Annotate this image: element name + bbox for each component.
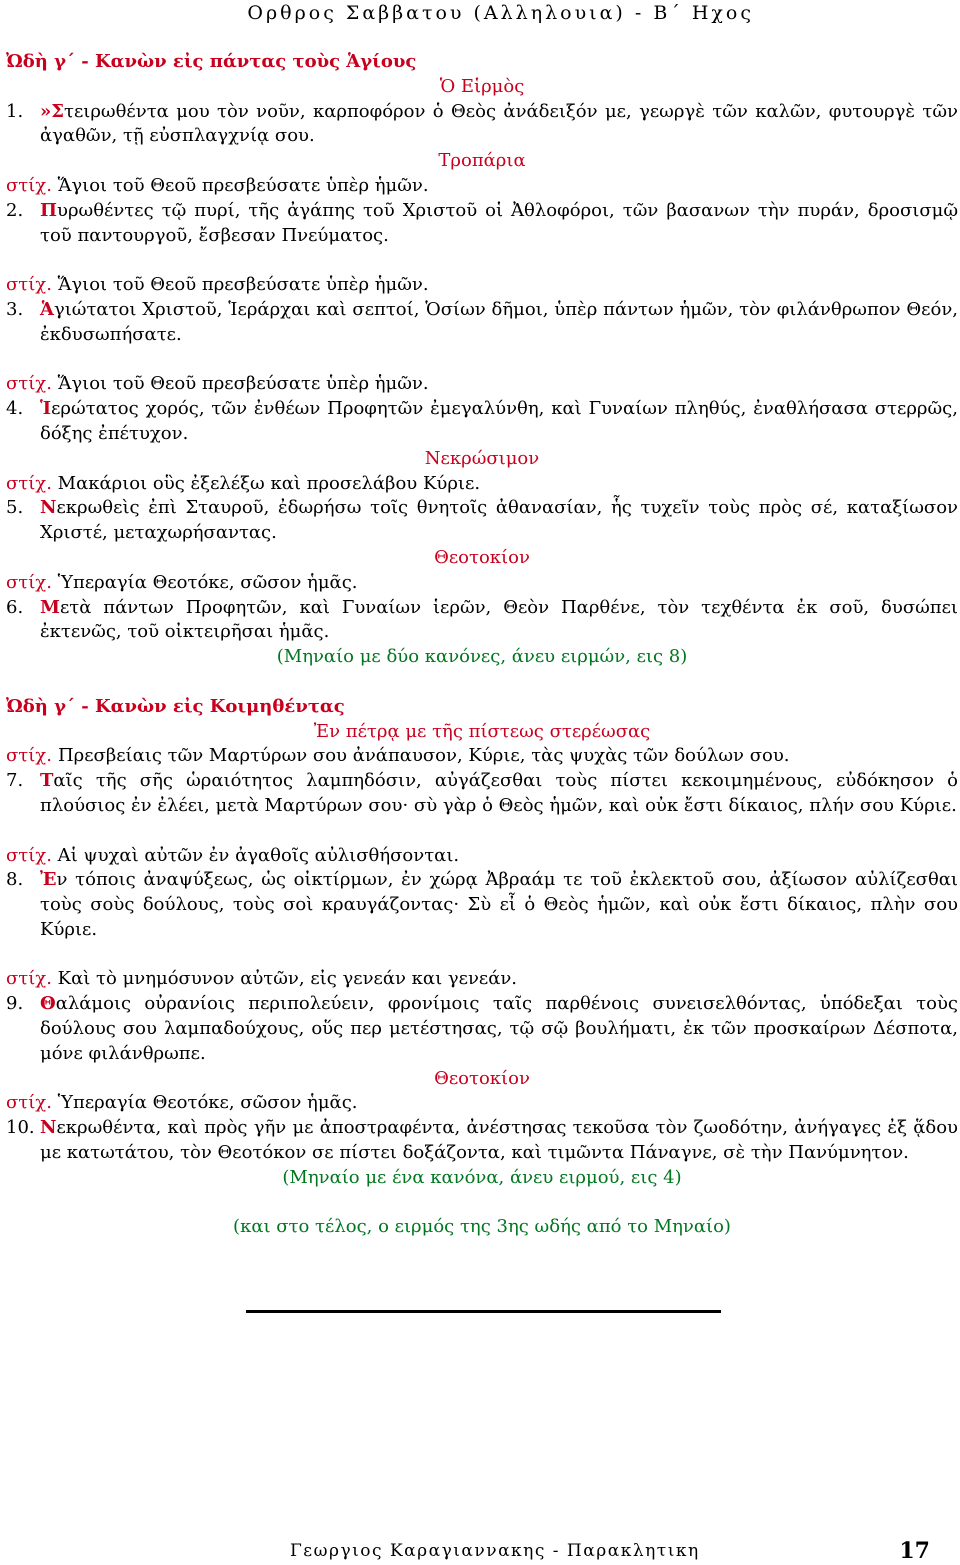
stich-text: Ἅγιοι τοῦ Θεοῦ πρεσβεύσατε ὑπὲρ ἡμῶν. xyxy=(57,274,429,296)
stich-text: Καὶ τὸ μνημόσυνον αὐτῶν, εἰς γενεάν και γενεάν. xyxy=(57,968,518,990)
troparion-body: ν τόποις ἀναψύξεως, ὡς οἰκτίρμων, ἐν χώρᾳ Ἀβραάμ τε τοῦ ἐκλεκτοῦ σου, ἀξίωσον αὐλίζεσθαι τοὺς σοὺς δούλους, τοὺς σοὶ κραυγάζοντας· Σὺ εἶ ὁ Θεὸς ἡμῶν, καὶ οὐκ ἔστι δίκαιος, πλὴν σου Κύριε. xyxy=(40,869,958,940)
ode-heading-departed: Ὠδὴ γ΄ - Κανὼν εἰς Κοιμηθέντας xyxy=(6,695,345,717)
troparion-body: αῖς τῆς σῆς ὡραιότητος λαμπηδόσιν, αὐγάζεσθαι τοὺς πίστει κεκοιμημένους, εὐδόκησον ὁ πλούσιος ἐν ἐλέει, μετὰ Μαρτύρων σου· σὺ γὰρ ὁ Θεὸς ἡμῶν, καὶ οὐκ ἔστι δίκαιος, πλήν σου Κύριε. xyxy=(40,770,958,816)
troparion-body: αλάμοις οὐρανίοις περιπολεύειν, φρονίμοις ταῖς παρθένοις συνεισελθόντας, ὑπόδεξαι τοὺς δούλους σου λαμπαδούχους, οὕς περ μετέστησας, τῷ σῷ βουλήματι, ἐκ τῶν προσκαίρων Δέσποτα, μόνε φιλάνθρωπε. xyxy=(40,993,958,1064)
troparion-text xyxy=(40,100,958,150)
troparion-number: 10. xyxy=(6,1117,35,1139)
troparion-body: υρωθέντες τῷ πυρί, τῆς ἀγάπης τοῦ Χριστοῦ οἱ Ἀθλοφόροι, τῶν βασανων τὴν πυράν, δροσισμῷ τοῦ παντουργοῦ, ἔσβεσαν Πνεύματος. xyxy=(40,199,958,246)
page-header: Ορθρος Σαββατου (Αλληλουια) - Β΄ Ηχος xyxy=(247,2,754,24)
drop-initial: Ἁ xyxy=(40,298,54,320)
stich-label: στίχ. xyxy=(6,745,52,767)
troparion-text xyxy=(40,992,958,1066)
troparion-text xyxy=(40,868,958,942)
troparion-number: 2. xyxy=(6,199,24,221)
troparion-9 xyxy=(6,992,958,1066)
irmos-reference: Ἐν πέτρᾳ με τῆς πίστεως στερέωσας xyxy=(313,720,651,742)
spacer xyxy=(6,943,958,968)
drop-initial: Θ xyxy=(40,993,56,1015)
stich-text: Ἅγιοι τοῦ Θεοῦ πρεσβεύσατε ὑπὲρ ἡμῶν. xyxy=(57,174,429,196)
troparion-text xyxy=(40,596,958,646)
stich-line xyxy=(6,744,958,769)
stich-text: Ὑπεραγία Θεοτόκε, σῶσον ἡμᾶς. xyxy=(57,1092,358,1114)
stich-line xyxy=(6,571,958,596)
drop-initial: Τ xyxy=(40,770,54,792)
stich-text: Μακάριοι οὓς ἐξελέξω καὶ προσελάβου Κύριε. xyxy=(57,472,481,494)
troparion-text xyxy=(40,769,958,819)
troparion-7 xyxy=(6,769,958,819)
drop-initial: Π xyxy=(40,199,57,221)
troparion-number: 4. xyxy=(6,398,24,420)
spacer xyxy=(6,670,958,695)
stich-label: στίχ. xyxy=(6,472,52,494)
troparion-1 xyxy=(6,100,958,150)
troparion-number: 6. xyxy=(6,596,24,618)
stich-label: στίχ. xyxy=(6,1092,52,1114)
rubric-note: (Μηναίο με δύο κανόνες, άνευ ειρμών, εις 8) xyxy=(276,646,688,668)
troparion-number: 5. xyxy=(6,497,24,519)
troparion-body: ετὰ πάντων Προφητῶν, καὶ Γυναίων ἱερῶν, Θεὸν Παρθένε, τὸν τεχθέντα ἐκ σοῦ, δυσώπει ἐκτενῶς, τοῦ οἰκτειρῆσαι ἡμᾶς. xyxy=(40,596,958,643)
troparion-number: 8. xyxy=(6,869,24,891)
stich-label: στίχ. xyxy=(6,373,52,395)
nekrosimon-label: Νεκρώσιμον xyxy=(424,447,540,469)
stich-text: Αἱ ψυχαὶ αὐτῶν ἐν ἀγαθοῖς αὐλισθήσονται. xyxy=(57,844,460,866)
spacer xyxy=(6,819,958,844)
rubric-note: (Μηναίο με ένα κανόνα, άνευ ειρμού, εις 4) xyxy=(282,1166,682,1188)
troparion-2 xyxy=(6,199,958,249)
stich-line xyxy=(6,472,958,497)
stich-line xyxy=(6,844,958,869)
stich-line xyxy=(6,967,958,992)
troparion-text xyxy=(40,397,958,447)
ode-heading-saints: Ὠδὴ γ΄ - Κανὼν εἰς πάντας τοὺς Ἁγίους xyxy=(6,51,417,72)
rubric-note: (και στο τέλος, ο ειρμός της 3ης ωδής από το Μηναίο) xyxy=(233,1216,731,1238)
troparion-text xyxy=(40,496,958,546)
troparion-text xyxy=(40,199,958,249)
troparion-3 xyxy=(6,298,958,348)
stich-label: στίχ. xyxy=(6,844,52,866)
drop-initial: Μ xyxy=(40,596,60,618)
stich-text: Πρεσβείαις τῶν Μαρτύρων σου ἀνάπαυσον, Κύριε, τὰς ψυχὰς τῶν δούλων σου. xyxy=(57,745,790,767)
troparion-number: 9. xyxy=(6,993,24,1015)
theotokion-label: Θεοτοκίον xyxy=(434,546,530,568)
troparion-number: 7. xyxy=(6,770,24,792)
stich-label: στίχ. xyxy=(6,274,52,296)
stich-line xyxy=(6,174,958,199)
troparion-body: εκρωθέντα, καὶ πρὸς γῆν με ἀποστραφέντα, ἀνέστησας τεκοῦσα τὸν ζωοδότην, ἀνήγαγες ἐξ ᾅδου με κατωτάτου, τὸν Θεοτόκον σε πίστει δοξάζοντα, καὶ τιμῶντα Πάναγνε, σὲ τὴν Πανύμνητον. xyxy=(40,1117,958,1164)
troparion-body: τειρωθέντα μου τὸν νοῦν, καρποφόρον ὁ Θεὸς ἀνάδειξόν με, γεωργὲ τῶν καλῶν, φυτουργὲ τῶν ἀγαθῶν, τῇ εὐσπλαγχνίᾳ σου. xyxy=(40,100,958,147)
page-number: 17 xyxy=(899,1538,930,1564)
troparia-label: Τροπάρια xyxy=(438,150,526,172)
stich-label: στίχ. xyxy=(6,174,52,196)
troparion-6 xyxy=(6,596,958,646)
stich-line xyxy=(6,372,958,397)
troparion-body: γιώτατοι Χριστοῦ, Ἱεράρχαι καὶ σεπτοί, Ὁσίων δῆμοι, ὑπὲρ πάντων ἡμῶν, τὸν φιλάνθρωπον Θεόν, ἐκδυσωπήσατε. xyxy=(40,298,958,345)
troparion-text xyxy=(40,1116,958,1166)
drop-initial: »Σ xyxy=(40,100,64,122)
stich-line xyxy=(6,1091,958,1116)
stich-line xyxy=(6,273,958,298)
troparion-10 xyxy=(6,1116,958,1166)
troparion-body: ερώτατος χορός, τῶν ἐνθέων Προφητῶν ἐμεγαλύνθη, καὶ Γυναίων πληθύς, ἐναθλήσασα στερρῶς, δόξης ἐπέτυχον. xyxy=(40,398,958,444)
troparion-body: εκρωθεὶς ἐπὶ Σταυροῦ, ἐδωρήσω τοῖς θνητοῖς ἀθανασίαν, ἧς τυχεῖν τοὺς πρὸς σέ, καταξίωσον Χριστέ, μεταχωρήσαντας. xyxy=(40,497,958,544)
drop-initial: Ἱ xyxy=(40,398,52,420)
drop-initial: Ν xyxy=(40,497,57,519)
troparion-number: 1. xyxy=(6,100,24,122)
troparion-4 xyxy=(6,397,958,447)
spacer xyxy=(6,248,958,273)
troparion-number: 3. xyxy=(6,298,24,320)
end-rule xyxy=(246,1310,721,1313)
theotokion-label: Θεοτοκίον xyxy=(434,1067,530,1089)
stich-label: στίχ. xyxy=(6,571,52,593)
troparion-text xyxy=(40,298,958,348)
drop-initial: Ἐ xyxy=(40,869,57,891)
troparion-8 xyxy=(6,868,958,942)
page-footer: Γεωργιος Καραγιαννακης - Παρακλητικη xyxy=(290,1541,700,1561)
stich-label: στίχ. xyxy=(6,968,52,990)
stich-text: Ὑπεραγία Θεοτόκε, σῶσον ἡμᾶς. xyxy=(57,571,358,593)
document-body xyxy=(6,50,958,1240)
irmos-label: Ὁ Εἱρμὸς xyxy=(439,75,525,97)
stich-text: Ἅγιοι τοῦ Θεοῦ πρεσβεύσατε ὑπὲρ ἡμῶν. xyxy=(57,373,429,395)
troparion-5 xyxy=(6,496,958,546)
spacer xyxy=(6,1191,958,1216)
drop-initial: Ν xyxy=(40,1117,57,1139)
spacer xyxy=(6,348,958,373)
